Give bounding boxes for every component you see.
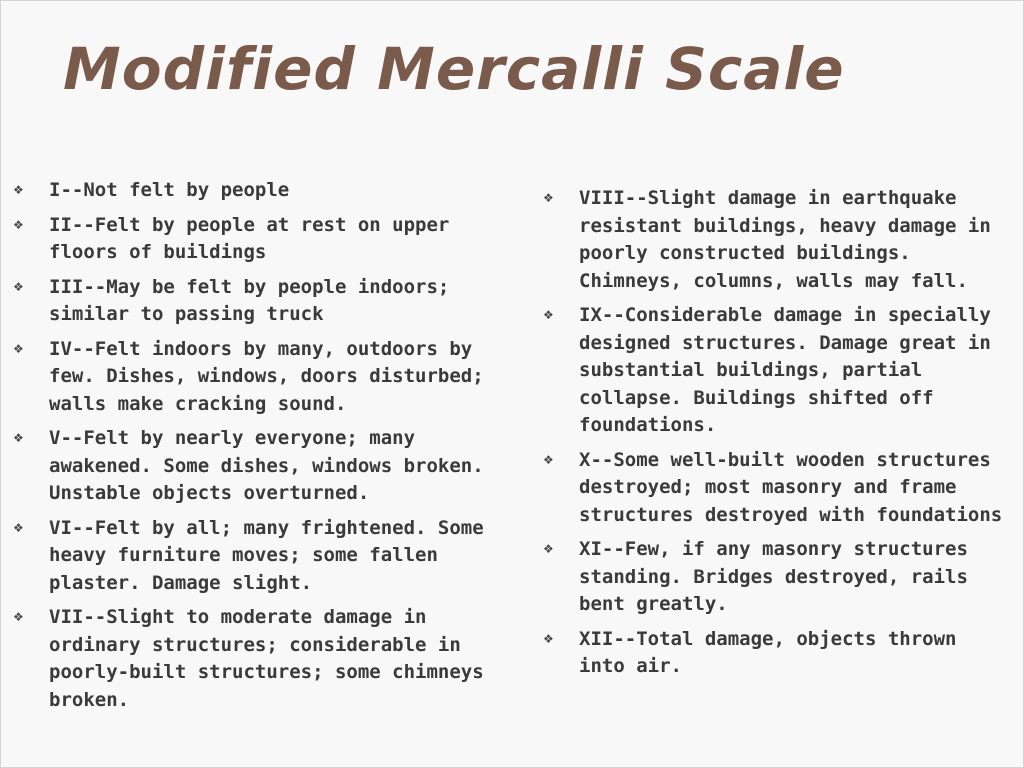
diamond-bullet-icon: ❖ xyxy=(543,631,554,646)
diamond-bullet-icon: ❖ xyxy=(543,542,554,556)
left-bullet-list xyxy=(13,177,513,721)
right-bullet-list xyxy=(543,185,1013,688)
list-item xyxy=(543,536,1013,619)
diamond-bullet-icon: ❖ xyxy=(13,183,24,197)
list-item xyxy=(543,447,1013,530)
list-item xyxy=(13,336,513,419)
list-item-text: V--Felt by nearly everyone; many awakened. Some dishes, windows broken. Unstable objects overturned. xyxy=(49,427,484,504)
list-item-text: VII--Slight to moderate damage in ordinary structures; considerable in poorly-built structures; some chimneys broken. xyxy=(49,606,484,711)
diamond-bullet-icon: ❖ xyxy=(543,191,554,205)
list-item-text: VIII--Slight damage in earthquake resistant buildings, heavy damage in poorly constructed buildings. Chimneys, columns, walls may fall. xyxy=(579,187,991,292)
list-item-text: II--Felt by people at rest on upper floors of buildings xyxy=(49,213,450,263)
list-item xyxy=(543,185,1013,295)
list-item xyxy=(13,425,513,508)
diamond-bullet-icon: ❖ xyxy=(543,308,554,322)
list-item-text: I--Not felt by people xyxy=(49,179,290,201)
list-item xyxy=(13,515,513,598)
list-item-text: IV--Felt indoors by many, outdoors by few. Dishes, windows, doors disturbed; walls make cracking sound. xyxy=(49,337,484,415)
list-item-text: III--May be felt by people indoors; similar to passing truck xyxy=(49,275,450,325)
diamond-bullet-icon: ❖ xyxy=(543,452,554,467)
list-item xyxy=(13,604,513,714)
list-item-text: XII--Total damage, objects thrown into air. xyxy=(579,627,957,677)
list-item-text: IX--Considerable damage in specially designed structures. Damage great in substantial buildings, partial collapse. Buildings shifted off foundations. xyxy=(579,304,991,436)
diamond-bullet-icon: ❖ xyxy=(13,520,24,535)
diamond-bullet-icon: ❖ xyxy=(13,217,24,232)
diamond-bullet-icon: ❖ xyxy=(13,341,24,356)
slide-title: Modified Mercalli Scale xyxy=(63,35,845,103)
list-item xyxy=(13,274,513,329)
list-item xyxy=(543,626,1013,681)
list-item xyxy=(13,212,513,267)
diamond-bullet-icon: ❖ xyxy=(13,279,24,294)
list-item-text: VI--Felt by all; many frightened. Some heavy furniture moves; some fallen plaster. Damage slight. xyxy=(49,516,484,594)
diamond-bullet-icon: ❖ xyxy=(13,610,24,624)
list-item-text: XI--Few, if any masonry structures standing. Bridges destroyed, rails bent greatly. xyxy=(579,538,968,615)
list-item xyxy=(13,177,513,205)
list-item xyxy=(543,302,1013,440)
list-item-text: X--Some well-built wooden structures destroyed; most masonry and frame structures destroyed with foundations xyxy=(579,448,1003,526)
diamond-bullet-icon: ❖ xyxy=(13,431,24,445)
